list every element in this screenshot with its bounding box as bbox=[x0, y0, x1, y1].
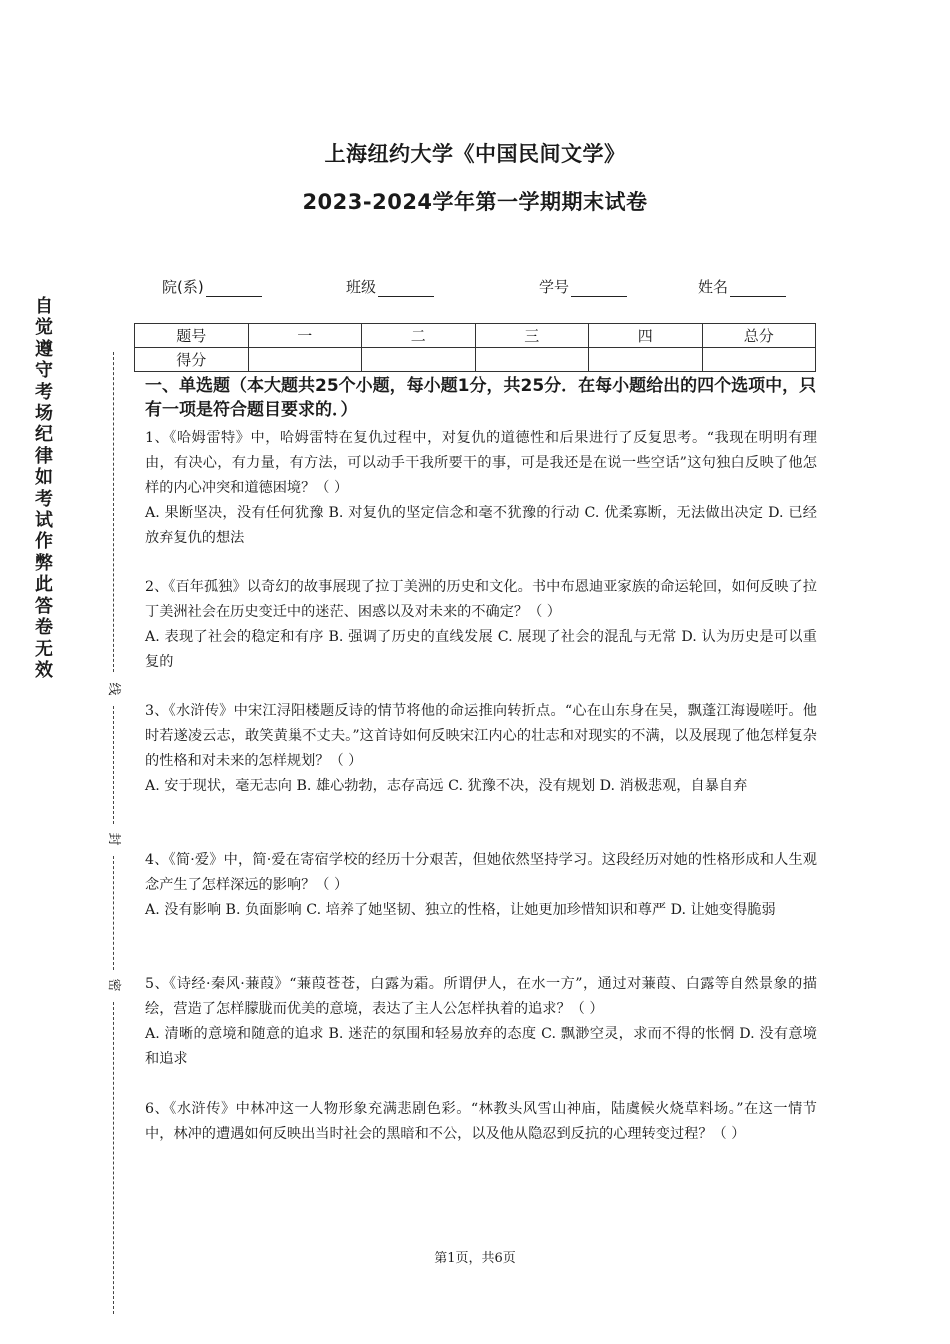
score-cell[interactable] bbox=[475, 348, 589, 372]
question-options: A. 表现了社会的稳定和有序 B. 强调了历史的直线发展 C. 展现了社会的混乱与无常 D. 认为历史是可以重复的 bbox=[145, 629, 817, 670]
exam-title-line2: 2023-2024学年第一学期期末试卷 bbox=[302, 190, 648, 214]
score-label-cell: 得分 bbox=[135, 348, 249, 372]
student-id-blank[interactable] bbox=[571, 280, 627, 297]
score-cell[interactable] bbox=[702, 348, 816, 372]
class-field bbox=[346, 276, 434, 297]
student-id-field bbox=[539, 276, 627, 297]
question-options: A. 果断坚决，没有任何犹豫 B. 对复仇的坚定信念和毫不犹豫的行动 C. 优柔寡断，无法做出决定 D. 已经放弃复仇的想法 bbox=[145, 505, 817, 546]
line-label: 线 bbox=[106, 682, 121, 696]
exam-title-line1: 上海纽约大学《中国民间文学》 bbox=[324, 142, 626, 166]
score-cell[interactable] bbox=[362, 348, 476, 372]
question-options: A. 没有影响 B. 负面影响 C. 培养了她坚韧、独立的性格，让她更加珍惜知识和尊严 D. 让她变得脆弱 bbox=[145, 902, 776, 918]
score-cell[interactable] bbox=[248, 348, 362, 372]
score-table bbox=[134, 323, 816, 372]
dept-field bbox=[162, 276, 262, 297]
name-field bbox=[698, 276, 786, 297]
score-table-header-cell: 四 bbox=[589, 324, 703, 348]
student-id-label: 学号 bbox=[539, 278, 570, 296]
question-2 bbox=[145, 575, 817, 675]
score-table-score-row bbox=[135, 348, 816, 372]
binding-dashed-line bbox=[113, 856, 114, 970]
question-stem: 2、《百年孤独》以奇幻的故事展现了拉丁美洲的历史和文化。书中布恩迪亚家族的命运轮回，如何反映了拉丁美洲社会在历史变迁中的迷茫、困惑以及对未来的不确定？（ ） bbox=[145, 579, 817, 620]
question-6 bbox=[145, 1097, 817, 1147]
question-3 bbox=[145, 699, 817, 799]
score-cell[interactable] bbox=[589, 348, 703, 372]
score-table-header-row bbox=[135, 324, 816, 348]
question-options: A. 清晰的意境和随意的追求 B. 迷茫的氛围和轻易放弃的态度 C. 飘渺空灵，求而不得的怅惘 D. 没有意境和追求 bbox=[145, 1026, 817, 1067]
question-stem: 4、《简·爱》中，简·爱在寄宿学校的经历十分艰苦，但她依然坚持学习。这段经历对她的性格形成和人生观念产生了怎样深远的影响？（ ） bbox=[145, 852, 817, 893]
seal-label: 封 bbox=[106, 832, 121, 846]
score-table-header-cell: 三 bbox=[475, 324, 589, 348]
secret-label: 密 bbox=[106, 978, 121, 992]
binding-dashed-line bbox=[113, 706, 114, 824]
name-label: 姓名 bbox=[698, 278, 729, 296]
binding-dashed-line bbox=[113, 352, 114, 672]
class-label: 班级 bbox=[346, 278, 377, 296]
section-heading: 一、单选题（本大题共25个小题，每小题1分，共25分．在每小题给出的四个选项中，只有一项是符合题目要求的．） bbox=[145, 376, 817, 420]
name-blank[interactable] bbox=[730, 280, 786, 297]
binding-dashed-line bbox=[113, 1002, 114, 1314]
question-1 bbox=[145, 426, 817, 551]
dept-blank[interactable] bbox=[206, 280, 262, 297]
question-4 bbox=[145, 848, 817, 923]
dept-label: 院(系) bbox=[162, 278, 204, 296]
exam-discipline-notice: 自觉遵守考场纪律如考试作弊此答卷无效 bbox=[35, 296, 53, 681]
score-table-header-cell: 题号 bbox=[135, 324, 249, 348]
score-table-header-cell: 总分 bbox=[702, 324, 816, 348]
question-stem: 1、《哈姆雷特》中，哈姆雷特在复仇过程中，对复仇的道德性和后果进行了反复思考。“我现在明明有理由，有决心，有力量，有方法，可以动手干我所要干的事，可是我还是在说一些空话”这句独白反映了他怎样的内心冲突和道德困境？（ ） bbox=[145, 430, 817, 496]
score-table-header-cell: 二 bbox=[362, 324, 476, 348]
score-table-header-cell: 一 bbox=[248, 324, 362, 348]
question-options: A. 安于现状，毫无志向 B. 雄心勃勃，志存高远 C. 犹豫不决，没有规划 D. 消极悲观，自暴自弃 bbox=[145, 778, 748, 794]
question-stem: 3、《水浒传》中宋江浔阳楼题反诗的情节将他的命运推向转折点。“心在山东身在吴，飘蓬江海谩嗟吁。他时若遂凌云志，敢笑黄巢不丈夫。”这首诗如何反映宋江内心的壮志和对现实的不满，以及展现了他怎样复杂的性格和对未来的怎样规划？（ ） bbox=[145, 703, 817, 769]
question-stem: 5、《诗经·秦风·蒹葭》“蒹葭苍苍，白露为霜。所谓伊人，在水一方”，通过对蒹葭、白露等自然景象的描绘，营造了怎样朦胧而优美的意境，表达了主人公怎样执着的追求？（ ） bbox=[145, 976, 817, 1017]
class-blank[interactable] bbox=[378, 280, 434, 297]
page-number: 第1页，共6页 bbox=[434, 1251, 516, 1266]
question-stem: 6、《水浒传》中林冲这一人物形象充满悲剧色彩。“林教头风雪山神庙，陆虞候火烧草料场。”在这一情节中，林冲的遭遇如何反映出当时社会的黑暗和不公，以及他从隐忍到反抗的心理转变过程？（ ） bbox=[145, 1101, 817, 1142]
question-5 bbox=[145, 972, 817, 1072]
